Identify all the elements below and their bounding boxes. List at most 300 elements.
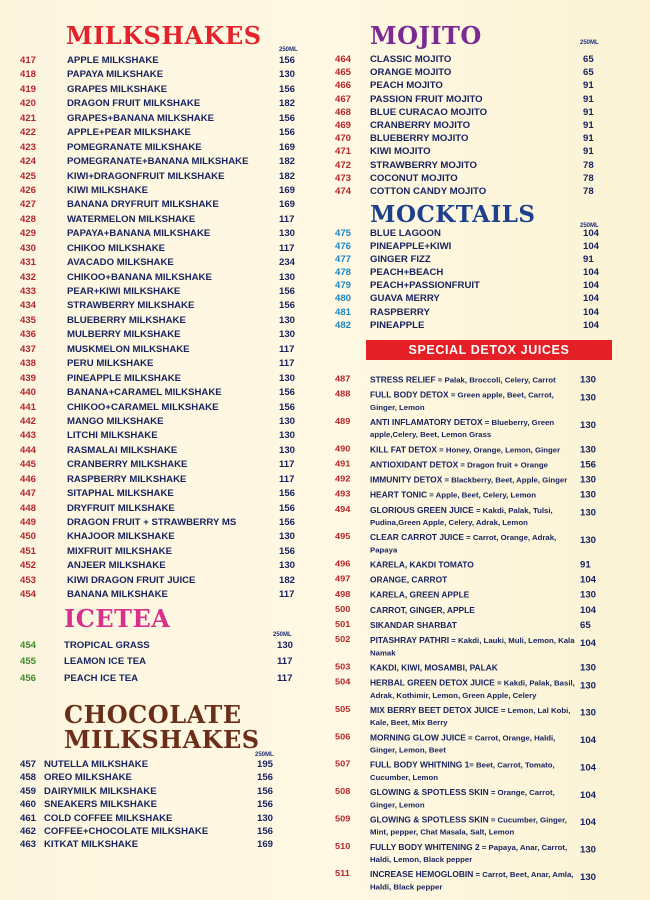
item-number: 478 xyxy=(335,267,352,279)
item-price: 104 xyxy=(580,817,597,829)
menu-item xyxy=(20,503,310,517)
item-number: 437 xyxy=(20,343,37,355)
item-text xyxy=(370,589,575,601)
item-price: 156 xyxy=(279,286,296,297)
item-description: = Carrot, Beet, Anar, Amla, Haldi, Black pepper xyxy=(370,870,574,892)
menu-item xyxy=(335,293,615,306)
item-number: 439 xyxy=(20,372,37,384)
item-number: 434 xyxy=(20,300,37,312)
item-price: 130 xyxy=(279,314,296,326)
menu-item xyxy=(20,759,280,772)
item-name: SITAPHAL MILKSHAKE xyxy=(67,488,174,500)
item-price: 104 xyxy=(583,306,600,318)
item-text xyxy=(370,619,575,631)
item-name: PASSION FRUIT MOJITO xyxy=(370,93,483,105)
menu-item xyxy=(20,546,310,560)
item-number: 461 xyxy=(20,812,37,824)
item-price: 130 xyxy=(580,420,597,431)
item-name: FULL BODY DETOX xyxy=(370,390,449,400)
item-name: INCREASE HEMOGLOBIN xyxy=(370,869,474,880)
item-number: 470 xyxy=(335,133,352,145)
item-price: 182 xyxy=(279,98,296,110)
item-price: 156 xyxy=(279,488,296,500)
item-price: 130 xyxy=(580,475,597,486)
item-name: PERU MILKSHAKE xyxy=(67,358,154,370)
chocolate-list xyxy=(20,759,280,853)
item-price: 104 xyxy=(580,605,597,616)
item-number: 466 xyxy=(335,80,352,92)
menu-item xyxy=(335,186,615,199)
item-number: 462 xyxy=(20,825,37,837)
item-text xyxy=(370,662,575,674)
item-price: 78 xyxy=(583,172,594,184)
menu-item xyxy=(20,826,280,839)
detox-item xyxy=(335,759,650,786)
item-number: 476 xyxy=(335,241,352,253)
item-price: 104 xyxy=(580,790,597,801)
menu-item xyxy=(20,286,310,300)
item-name: KIWI DRAGON FRUIT JUICE xyxy=(67,574,196,586)
item-number: 429 xyxy=(20,228,37,240)
menu-item xyxy=(335,241,615,254)
menu-item xyxy=(20,214,310,228)
menu-item xyxy=(335,146,615,159)
menu-item xyxy=(20,98,310,112)
item-number: 423 xyxy=(20,141,37,153)
menu-item xyxy=(20,228,310,242)
item-description: = Honey, Orange, Lemon, Ginger xyxy=(437,445,561,455)
item-description: = Papaya, Anar, Carrot, Haldi, Lemon, Black pepper xyxy=(370,843,568,865)
item-name: CLEAR CARROT JUICE xyxy=(370,532,464,543)
item-number: 435 xyxy=(20,314,37,326)
mojito-list xyxy=(335,54,615,199)
detox-item xyxy=(335,559,650,574)
item-number: 465 xyxy=(335,67,352,79)
item-name: MANGO MILKSHAKE xyxy=(67,415,164,427)
item-text xyxy=(370,787,575,812)
item-number: 507 xyxy=(335,759,351,769)
item-price: 195 xyxy=(257,759,274,770)
milkshakes-title: MILKSHAKES xyxy=(66,21,262,50)
item-name: ORANGE MOJITO xyxy=(370,67,452,79)
menu-item xyxy=(335,307,615,320)
item-number: 455 xyxy=(20,656,37,668)
item-description: = Apple, Beet, Celery, Lemon xyxy=(427,491,537,500)
mocktails-title: MOCKTAILS xyxy=(370,201,536,228)
item-price: 117 xyxy=(279,589,295,601)
detox-item xyxy=(335,474,650,489)
item-number: 475 xyxy=(335,228,352,239)
detox-banner: SPECIAL DETOX JUICES xyxy=(366,340,612,360)
item-name: POMEGRANATE+BANANA MILKSHAKE xyxy=(67,156,249,168)
item-price: 104 xyxy=(580,762,597,774)
item-name: COTTON CANDY MOJITO xyxy=(370,185,487,197)
item-name: BLUE CURACAO MOJITO xyxy=(370,106,488,118)
menu-item xyxy=(20,373,310,387)
item-price: 130 xyxy=(277,640,294,651)
item-number: 433 xyxy=(20,286,37,297)
item-price: 169 xyxy=(279,199,296,211)
item-number: 487 xyxy=(335,374,351,384)
item-text xyxy=(370,559,575,571)
item-price: 91 xyxy=(583,119,594,131)
menu-item xyxy=(20,488,310,502)
item-number: 426 xyxy=(20,184,37,196)
item-price: 156 xyxy=(257,799,274,811)
item-number: 505 xyxy=(335,704,351,714)
item-name: HEART TONIC xyxy=(370,490,428,500)
menu-item xyxy=(20,358,310,372)
item-number: 509 xyxy=(335,813,351,824)
item-number: 510 xyxy=(335,841,351,851)
item-price: 156 xyxy=(257,785,274,797)
item-price: 130 xyxy=(580,845,597,856)
item-name: BANANA+CARAMEL MILKSHAKE xyxy=(67,387,222,399)
menu-item xyxy=(20,772,280,785)
menu-item xyxy=(20,272,310,286)
detox-item xyxy=(335,532,650,559)
item-name: PAPAYA MILKSHAKE xyxy=(67,69,164,81)
item-name: KIWI MOJITO xyxy=(370,146,431,158)
item-price: 117 xyxy=(279,213,295,225)
item-number: 508 xyxy=(335,786,351,796)
item-name: CRANBERRY MILKSHAKE xyxy=(67,459,188,471)
item-text xyxy=(370,814,575,839)
detox-item xyxy=(335,635,650,662)
item-number: 506 xyxy=(335,731,351,742)
item-text xyxy=(370,532,575,557)
item-price: 91 xyxy=(583,133,594,145)
item-number: 441 xyxy=(20,401,37,413)
item-price: 65 xyxy=(580,620,591,631)
menu-item xyxy=(335,120,615,133)
item-name: MIX BERRY BEET DETOX JUICE xyxy=(370,705,499,715)
item-price: 156 xyxy=(279,502,296,514)
item-price: 117 xyxy=(279,358,295,370)
item-price: 130 xyxy=(580,490,597,501)
item-price: 130 xyxy=(580,680,597,692)
item-price: 130 xyxy=(580,444,597,456)
item-price: 104 xyxy=(583,293,600,305)
mocktails-list xyxy=(335,228,615,333)
item-description: = Beet, Carrot, Tomato, Cucumber, Lemon xyxy=(370,761,555,782)
item-price: 130 xyxy=(580,535,597,546)
item-number: 497 xyxy=(335,574,351,584)
item-number: 473 xyxy=(335,172,352,184)
item-name: COCONUT MOJITO xyxy=(370,172,458,184)
item-price: 182 xyxy=(279,574,296,586)
item-name: FULLY BODY WHITENING 2 xyxy=(370,842,480,852)
item-number: 449 xyxy=(20,517,37,528)
item-price: 130 xyxy=(279,69,296,81)
item-name: APPLE+PEAR MILKSHAKE xyxy=(67,127,191,139)
item-number: 472 xyxy=(335,159,352,171)
menu-item xyxy=(20,185,310,199)
item-name: PITASHRAY PATHRI xyxy=(370,635,450,645)
menu-item xyxy=(20,640,310,656)
item-number: 422 xyxy=(20,127,37,139)
item-price: 130 xyxy=(580,392,597,404)
menu-item xyxy=(335,107,615,120)
menu-item xyxy=(335,133,615,146)
item-number: 489 xyxy=(335,416,351,426)
item-name: LITCHI MILKSHAKE xyxy=(67,430,158,442)
menu-item xyxy=(335,267,615,280)
item-name: CARROT, GINGER, APPLE xyxy=(370,605,475,615)
item-name: PAPAYA+BANANA MILKSHAKE xyxy=(67,228,211,240)
item-name: DRYFRUIT MILKSHAKE xyxy=(67,502,175,514)
menu-item xyxy=(335,54,615,67)
item-name: APPLE MILKSHAKE xyxy=(67,55,159,66)
item-price: 130 xyxy=(580,708,597,719)
item-number: 463 xyxy=(20,839,37,851)
item-price: 156 xyxy=(257,825,274,837)
menu-item xyxy=(20,589,310,603)
menu-item xyxy=(20,344,310,358)
item-name: POMEGRANATE MILKSHAKE xyxy=(67,141,202,153)
item-price: 78 xyxy=(583,185,594,197)
item-name: GRAPES MILKSHAKE xyxy=(67,83,168,95)
item-name: KHAJOOR MILKSHAKE xyxy=(67,531,175,543)
item-price: 104 xyxy=(583,241,600,253)
menu-item xyxy=(20,300,310,314)
item-price: 117 xyxy=(279,459,295,471)
item-text xyxy=(370,574,575,586)
item-name: KIWI+DRAGONFRUIT MILKSHAKE xyxy=(67,170,225,182)
item-name: ANTIOXIDANT DETOX xyxy=(370,459,459,470)
item-text xyxy=(370,604,575,616)
item-text xyxy=(370,677,575,702)
menu-item xyxy=(20,156,310,170)
menu-item xyxy=(20,839,280,852)
item-number: 500 xyxy=(335,604,351,614)
item-number: 451 xyxy=(20,545,37,557)
item-name: MORNING GLOW JUICE xyxy=(370,732,466,743)
item-name: BANANA DRYFRUIT MILKSHAKE xyxy=(67,199,219,211)
item-price: 234 xyxy=(279,257,296,269)
item-name: BLUEBERRY MOJITO xyxy=(370,133,469,145)
menu-item xyxy=(20,315,310,329)
item-price: 130 xyxy=(580,374,597,386)
detox-item xyxy=(335,814,650,841)
item-price: 156 xyxy=(279,83,296,95)
item-number: 468 xyxy=(335,106,352,118)
item-price: 117 xyxy=(279,242,295,254)
item-price: 156 xyxy=(580,459,597,471)
item-number: 445 xyxy=(20,459,37,471)
milkshakes-list xyxy=(20,55,310,604)
item-price: 65 xyxy=(583,54,594,65)
menu-item xyxy=(20,459,310,473)
detox-item xyxy=(335,459,650,474)
item-number: 471 xyxy=(335,146,352,158)
menu-item xyxy=(20,673,310,689)
item-name: KILL FAT DETOX xyxy=(370,444,438,455)
menu-item xyxy=(20,656,310,672)
detox-item xyxy=(335,732,650,759)
item-number: 432 xyxy=(20,271,37,283)
item-description: = Palak, Broccoli, Celery, Carrot xyxy=(435,375,556,385)
item-number: 511 xyxy=(335,868,350,879)
item-number: 440 xyxy=(20,387,37,399)
menu-item xyxy=(20,416,310,430)
item-text xyxy=(370,504,575,529)
detox-item xyxy=(335,389,650,416)
item-price: 130 xyxy=(580,590,597,601)
detox-item xyxy=(335,374,650,389)
item-number: 456 xyxy=(20,672,37,684)
item-number: 450 xyxy=(20,531,37,543)
item-number: 458 xyxy=(20,772,37,784)
item-number: 501 xyxy=(335,619,351,629)
item-price: 182 xyxy=(279,156,296,168)
item-description: = Dragon fruit + Orange xyxy=(458,460,548,470)
item-number: 424 xyxy=(20,156,37,168)
menu-item xyxy=(20,387,310,401)
item-price: 117 xyxy=(277,656,293,668)
item-name: COFFEE+CHOCOLATE MILKSHAKE xyxy=(44,825,209,837)
item-price: 130 xyxy=(279,415,296,427)
chocolate-title xyxy=(64,700,260,755)
item-description: = Cucumber, Ginger, Mint, pepper, Chat Masala, Salt, Lemon xyxy=(370,815,567,837)
menu-item xyxy=(335,160,615,173)
item-name: MUSKMELON MILKSHAKE xyxy=(67,343,190,355)
item-number: 436 xyxy=(20,329,37,341)
icetea-list xyxy=(20,640,310,689)
item-number: 495 xyxy=(335,531,351,542)
detox-item xyxy=(335,604,650,619)
item-name: KIWI MILKSHAKE xyxy=(67,184,149,196)
item-number: 503 xyxy=(335,661,351,672)
item-name: PEAR+KIWI MILKSHAKE xyxy=(67,286,181,297)
item-text xyxy=(370,704,575,729)
item-name: GLOWING & SPOTLESS SKIN xyxy=(370,787,489,797)
icetea-unit: 250ML xyxy=(273,632,292,638)
item-name: AVACADO MILKSHAKE xyxy=(67,257,174,269)
item-name: PINEAPPLE+KIWI xyxy=(370,241,452,253)
item-number: 480 xyxy=(335,293,352,305)
menu-item xyxy=(335,280,615,293)
item-text xyxy=(370,635,575,660)
item-number: 431 xyxy=(20,257,37,269)
item-name: RASPBERRY xyxy=(370,306,430,318)
item-price: 104 xyxy=(580,638,597,649)
item-description: = Lemon, Lal Kobi, Kale, Beet, Mix Berry xyxy=(370,706,571,728)
item-name: RASPBERRY MILKSHAKE xyxy=(67,473,187,485)
menu-item xyxy=(20,113,310,127)
detox-item xyxy=(335,504,650,531)
item-name: BLUEBERRY MILKSHAKE xyxy=(67,314,186,326)
item-text xyxy=(370,444,575,456)
menu-item xyxy=(20,127,310,141)
item-number: 448 xyxy=(20,502,37,514)
item-number: 474 xyxy=(335,185,352,197)
item-name: KITKAT MILKSHAKE xyxy=(44,839,139,851)
item-name: FULL BODY WHITNING 1 xyxy=(370,760,470,770)
item-number: 494 xyxy=(335,504,351,514)
item-name: PEACH+BEACH xyxy=(370,267,444,279)
item-price: 65 xyxy=(583,67,594,79)
menu-item xyxy=(335,254,615,267)
item-name: CHIKOO+BANANA MILKSHAKE xyxy=(67,271,212,283)
menu-item xyxy=(335,80,615,93)
item-price: 156 xyxy=(279,545,296,557)
menu-item xyxy=(20,786,280,799)
item-name: KARELA, GREEN APPLE xyxy=(370,590,470,600)
item-number: 496 xyxy=(335,559,351,569)
item-number: 427 xyxy=(20,199,37,211)
item-number: 420 xyxy=(20,98,37,110)
item-name: CHIKOO+CARAMEL MILKSHAKE xyxy=(67,401,219,413)
item-number: 438 xyxy=(20,358,37,370)
item-price: 130 xyxy=(279,531,296,543)
item-name: PEACH ICE TEA xyxy=(64,672,139,684)
item-name: KAKDI, KIWI, MOSAMBI, PALAK xyxy=(370,662,498,673)
item-name: MULBERRY MILKSHAKE xyxy=(67,329,181,341)
item-price: 104 xyxy=(580,735,597,746)
menu-item xyxy=(335,320,615,333)
item-name: BANANA MILKSHAKE xyxy=(67,589,168,601)
item-name: DRAGON FRUIT MILKSHAKE xyxy=(67,98,201,110)
detox-item xyxy=(335,704,650,731)
item-name: ANTI INFLAMATORY DETOX xyxy=(370,417,483,427)
item-name: DRAGON FRUIT + STRAWBERRY MS xyxy=(67,517,237,528)
item-price: 91 xyxy=(580,559,591,571)
item-name: STRAWBERRY MILKSHAKE xyxy=(67,300,195,312)
item-description: = Kakdi, Palak, Basil, Adrak, Kothimir, Lemon, Green Apple, Celery xyxy=(370,678,575,700)
item-price: 104 xyxy=(583,319,600,331)
item-number: 464 xyxy=(335,54,352,65)
item-number: 418 xyxy=(20,69,37,81)
item-price: 130 xyxy=(279,430,296,442)
item-name: GRAPES+BANANA MILKSHAKE xyxy=(67,112,215,124)
item-price: 130 xyxy=(279,444,296,456)
item-price: 91 xyxy=(583,106,594,118)
menu-item xyxy=(20,445,310,459)
item-description: = Carrot, Orange, Adrak, Papaya xyxy=(370,533,557,555)
item-price: 117 xyxy=(279,473,295,485)
item-number: 488 xyxy=(335,389,351,399)
item-name: LEAMON ICE TEA xyxy=(64,656,147,668)
item-text xyxy=(370,474,575,486)
item-price: 130 xyxy=(279,329,296,341)
item-number: 491 xyxy=(335,458,351,469)
icetea-title: ICETEA xyxy=(64,604,171,633)
item-price: 117 xyxy=(279,343,295,355)
item-price: 130 xyxy=(279,372,296,384)
item-price: 156 xyxy=(279,127,296,139)
menu-item xyxy=(20,531,310,545)
menu-item xyxy=(335,173,615,186)
item-text xyxy=(370,459,575,471)
item-price: 91 xyxy=(583,254,594,266)
item-number: 467 xyxy=(335,93,352,105)
menu-item xyxy=(20,171,310,185)
item-description: = Orange, Carrot, Ginger, Lemon xyxy=(370,788,555,810)
item-number: 442 xyxy=(20,415,37,427)
item-name: NUTELLA MILKSHAKE xyxy=(44,759,149,770)
item-number: 419 xyxy=(20,83,37,95)
item-name: STRAWBERRY MOJITO xyxy=(370,159,477,171)
item-price: 182 xyxy=(279,170,296,182)
item-price: 104 xyxy=(583,228,600,239)
detox-item xyxy=(335,489,650,504)
item-description: = Blackberry, Beet, Apple, Ginger xyxy=(442,475,568,485)
menu-item xyxy=(20,55,310,69)
item-number: 425 xyxy=(20,170,37,182)
detox-item xyxy=(335,416,650,443)
item-price: 104 xyxy=(583,267,600,279)
